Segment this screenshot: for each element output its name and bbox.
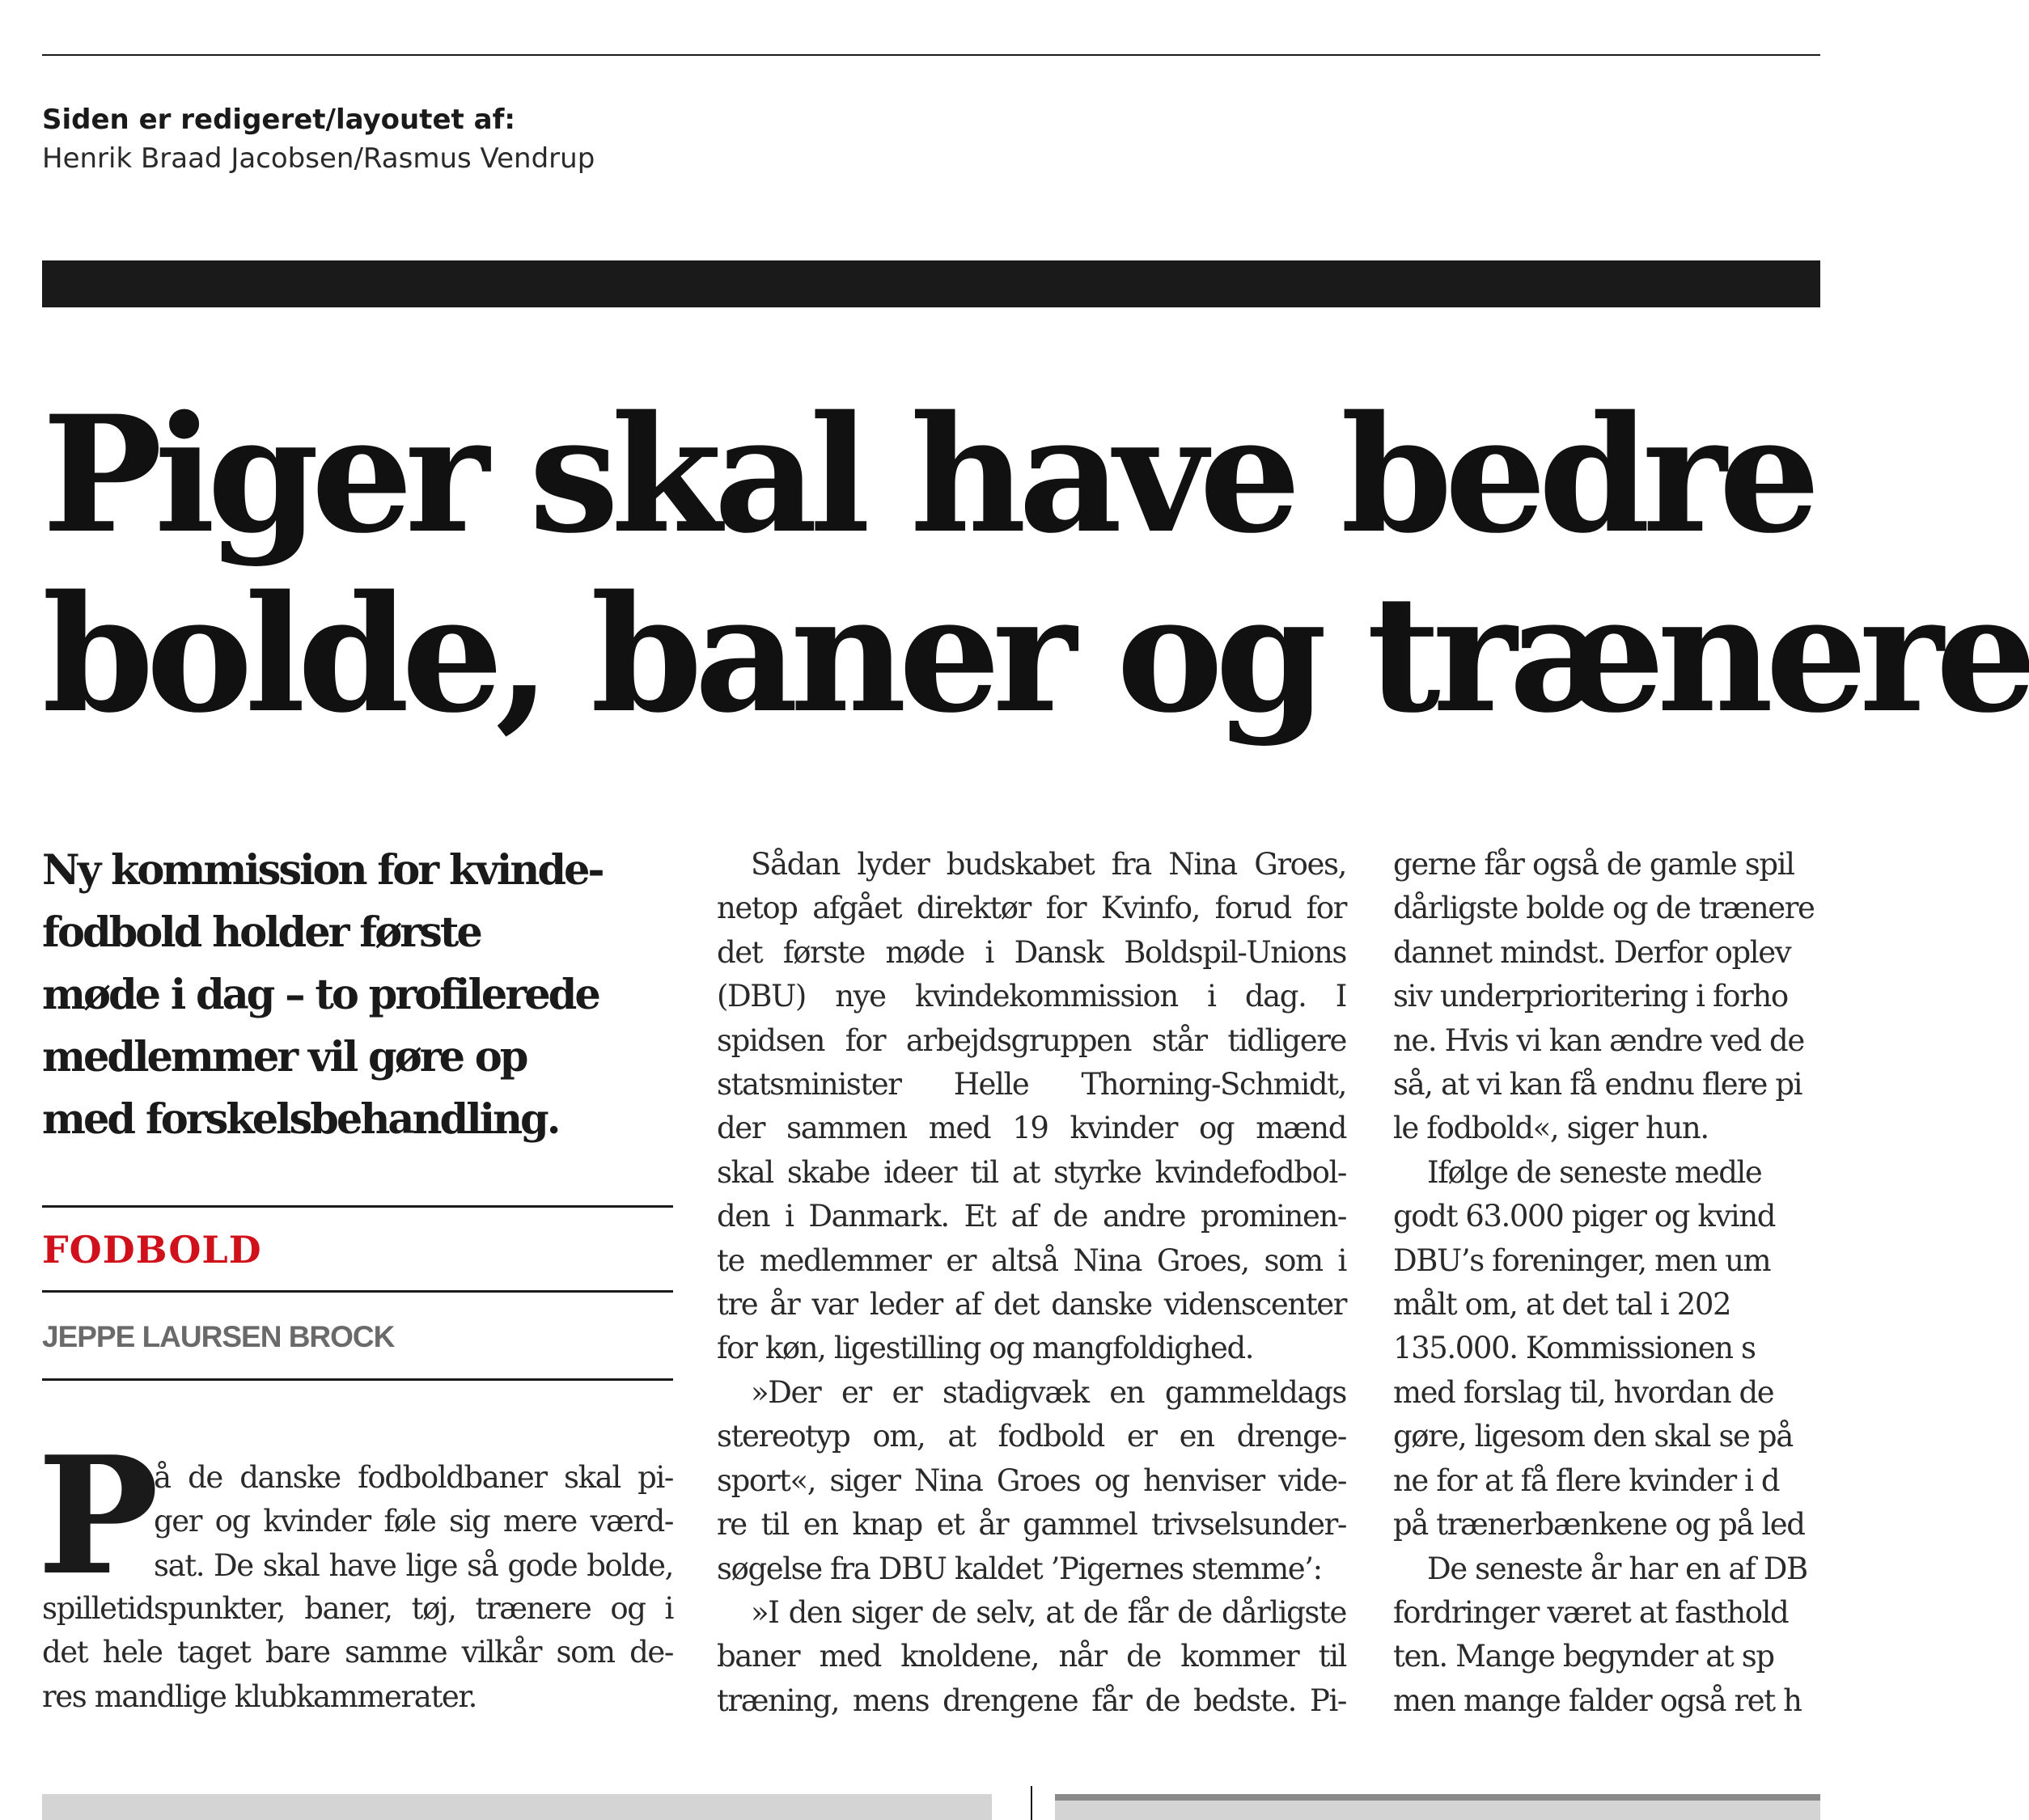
section-rule-middle [42,1290,673,1293]
bottom-grey-panel-rule [1055,1794,1820,1801]
body-line: (DBU) nye kvindekommission i dag. I [717,979,1346,1014]
headline-line-1: Piger skal have bedre [42,380,1813,569]
top-rule [42,54,1820,56]
body-line: statsminister Helle Thorning-Schmidt, [717,1067,1346,1103]
body-line: skal skabe ideer til at styrke kvindefodbol- [717,1154,1346,1190]
page-credit [42,100,595,178]
body-line: det hele taget bare samme vilkår som de- [42,1635,673,1670]
body-line: målt om, at det tal i 202 [1393,1287,1731,1323]
credit-names: Henrik Braad Jacobsen/Rasmus Vendrup [42,142,595,175]
section-rule-top [42,1205,673,1208]
byline: JEPPE LAURSEN BROCK [42,1320,395,1353]
headline-line-2: bolde, baner og trænere [42,560,2029,748]
intro-paragraph-top [154,1456,673,1588]
body-line: »I den siger de selv, at de får de dårligste [751,1594,1346,1630]
body-line: sat. De skal have lige så gode bolde, [154,1547,673,1583]
body-line: ten. Mange begynder at sp [1393,1639,1774,1674]
credit-label: Siden er redigeret/layoutet af: [42,104,515,136]
body-line: le fodbold«, siger hun. [1393,1111,1709,1146]
body-line: Sådan lyder budskabet fra Nina Groes, [751,847,1346,882]
body-line: søgelse fra DBU kaldet ’Pigernes stemme’: [717,1551,1322,1586]
standfirst-line: fodbold holder første [42,908,481,957]
body-line: DBU’s foreninger, men um [1393,1242,1771,1278]
column-divider [1031,1786,1032,1820]
body-line: gøre, ligesom den skal se på [1393,1419,1793,1454]
bottom-grey-panel-left [42,1794,992,1820]
body-line: der sammen med 19 kvinder og mænd [717,1111,1346,1146]
body-line: re til en knap et år gammel trivselsunder- [717,1507,1346,1543]
section-rule-bottom [42,1378,673,1381]
body-line: fordringer været at fasthold [1393,1594,1789,1630]
drop-cap: P [37,1421,159,1611]
body-line: den i Danmark. Et af de andre prominen- [717,1199,1346,1234]
body-line: baner med knoldene, når de kommer til [717,1639,1346,1674]
body-line: res mandlige klubkammerater. [42,1678,477,1714]
body-line: siv underprioritering i forho [1393,979,1788,1014]
body-line: »Der er er stadigvæk en gammeldags [751,1374,1346,1410]
standfirst-line: møde i dag – to profilerede [42,971,599,1019]
body-line: på trænerbænkene og på led [1393,1507,1805,1543]
body-line: stereotyp om, at fodbold er en drenge- [717,1419,1346,1454]
body-line: Ifølge de seneste medle [1427,1154,1762,1190]
body-line: De seneste år har en af DB [1427,1551,1807,1586]
body-line: dårligste bolde og de trænere [1393,891,1815,926]
body-column-3 [1393,843,1879,1723]
header-black-bar [42,260,1820,307]
body-line: træning, mens drengene får de bedste. Pi- [717,1682,1346,1718]
body-line: men mange falder også ret h [1393,1682,1802,1718]
standfirst-line: med forskelsbehandling. [42,1095,559,1144]
body-line: spilletidspunkter, baner, tøj, trænere og i [42,1591,673,1626]
standfirst-line: Ny kommission for kvinde- [42,846,603,895]
body-line: te medlemmer er altså Nina Groes, som i [717,1242,1346,1278]
body-line: ne. Hvis vi kan ændre ved de [1393,1022,1804,1058]
standfirst-line: medlemmer vil gøre op [42,1033,527,1081]
body-line: godt 63.000 piger og kvind [1393,1199,1776,1234]
intro-paragraph-bottom [42,1587,673,1719]
body-line: ne for at få flere kvinder i d [1393,1462,1780,1498]
body-line: det første møde i Dansk Boldspil-Unions [717,934,1346,970]
body-line: ger og kvinder føle sig mere værd- [154,1504,673,1539]
body-line: å de danske fodboldbaner skal pi- [154,1460,673,1495]
body-column-2 [717,843,1346,1723]
section-label: FODBOLD [42,1228,262,1272]
standfirst [42,840,681,1151]
body-line: 135.000. Kommissionen s [1393,1331,1756,1366]
headline [42,380,2029,748]
body-line: med forslag til, hvordan de [1393,1374,1774,1410]
body-line: så, at vi kan få endnu flere pi [1393,1067,1802,1103]
body-line: gerne får også de gamle spil [1393,847,1794,882]
body-line: for køn, ligestilling og mangfoldighed. [717,1331,1254,1366]
body-line: dannet mindst. Derfor oplev [1393,934,1791,970]
body-line: spidsen for arbejdsgruppen står tidligere [717,1022,1346,1058]
body-line: netop afgået direktør for Kvinfo, forud for [717,891,1346,926]
body-line: tre år var leder af det danske videnscenter [717,1287,1346,1323]
body-line: sport«, siger Nina Groes og henviser vide- [717,1462,1346,1498]
